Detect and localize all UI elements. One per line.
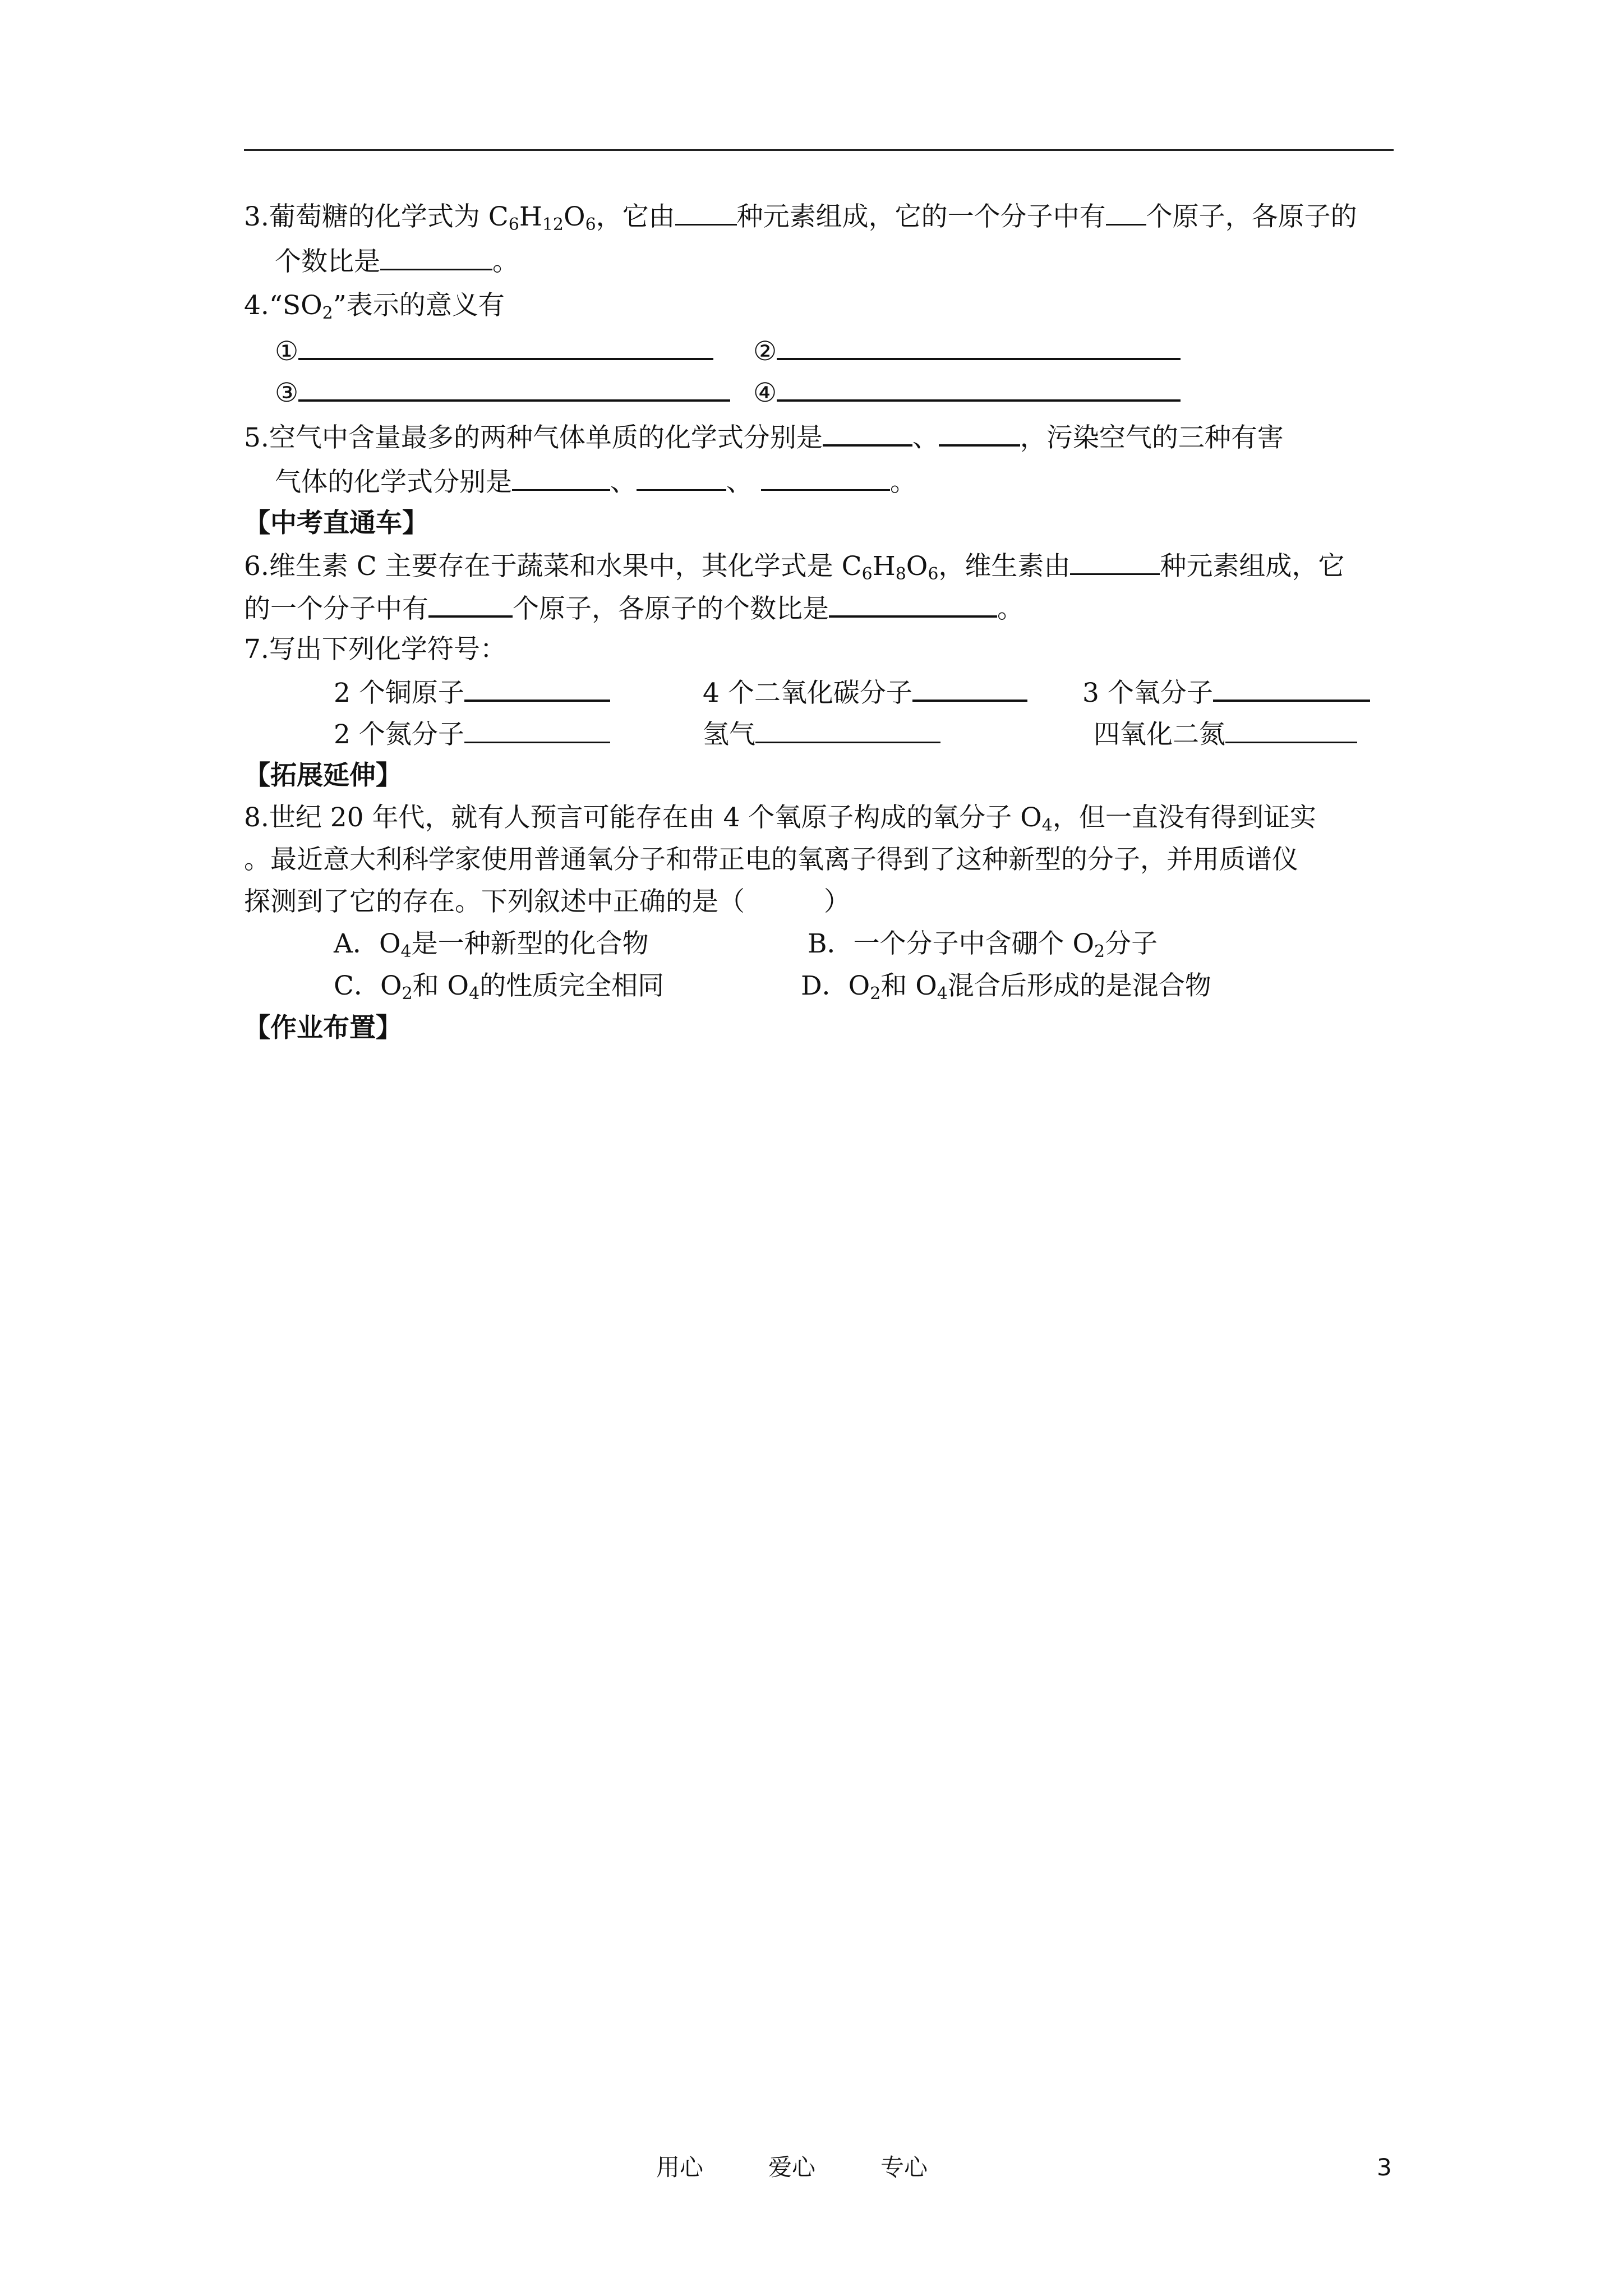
q5-text: 。 [889,467,916,498]
option-sub: 2 [402,984,413,1004]
footer-motto-1: 用心 [656,2154,704,2181]
question-4-row-2b [753,375,1181,410]
answer-blank[interactable] [298,375,730,402]
question-5-line-1 [244,420,1284,455]
q8-option-d[interactable] [801,969,1211,1003]
q6-sub: 6 [928,564,939,584]
q7-item [703,675,1027,710]
option-sub: 2 [1094,942,1105,961]
q6-sub: 8 [895,564,906,584]
q3-text: O [564,201,585,232]
answer-blank[interactable] [777,375,1181,402]
option-text: C．O [334,970,402,1001]
option-text: 是一种新型的化合物 [411,928,649,959]
q7-item-label: 4 个二氧化碳分子 [703,678,912,708]
option-text: 和 O [880,970,937,1001]
circled-number: ④ [753,378,777,408]
answer-blank[interactable] [823,420,912,447]
answer-blank[interactable] [939,420,1020,447]
option-text: 的性质完全相同 [479,970,665,1001]
option-sub: 2 [870,984,881,1004]
circled-number: ① [275,336,299,367]
q5-text: 、 [726,467,753,498]
circled-number: ③ [275,378,299,408]
q4-sub: 2 [322,303,333,323]
section-heading: 【拓展延伸】 [244,760,402,791]
question-8-line-3: 探测到了它的存在。下列叙述中正确的是（ ） [244,886,850,917]
q5-text: 、 [610,467,637,498]
footer-motto-3: 专心 [880,2154,928,2181]
q4-text: ”表示的意义有 [333,290,505,321]
question-6-line-2 [244,591,1023,626]
q8-option-c[interactable] [334,969,664,1003]
q7-item-label: 2 个氮分子 [334,719,464,750]
q8-sub: 4 [1041,816,1053,835]
answer-blank[interactable] [1225,717,1357,743]
page-number: 3 [1377,2154,1392,2181]
circled-number: ② [753,336,777,367]
option-text: D．O [801,970,870,1001]
answer-blank[interactable] [755,717,940,743]
q3-text: 个原子，各原子的 [1146,201,1357,232]
q3-sub: 12 [542,215,564,234]
q8-text: 8.世纪 20 年代，就有人预言可能存在由 4 个氧原子构成的氧分子 O [244,802,1042,833]
q6-text: H [872,551,896,582]
answer-blank[interactable] [637,464,726,491]
question-5-line-2 [275,464,916,499]
q5-text: ，污染空气的三种有害 [1020,422,1284,453]
option-sub: 4 [400,942,412,961]
q3-sub: 6 [508,215,519,234]
answer-blank[interactable] [1106,199,1146,226]
q6-text: O [906,551,928,582]
q3-text: 个数比是 [275,246,380,277]
q7-item [703,717,940,752]
q7-item-label: 2 个铜原子 [334,678,464,708]
q3-text: 种元素组成，它的一个分子中有 [736,201,1106,232]
q6-sub: 6 [861,564,873,584]
section-heading: 【作业布置】 [244,1013,402,1043]
answer-blank[interactable] [675,199,737,226]
answer-blank[interactable] [464,717,610,743]
question-6-line-1 [244,549,1344,583]
q5-text: 5.空气中含量最多的两种气体单质的化学式分别是 [244,422,823,453]
answer-blank[interactable] [380,244,492,270]
q3-sub: 6 [585,215,596,234]
footer-motto-2: 爱心 [768,2154,816,2181]
answer-blank[interactable] [829,591,997,618]
option-text: 混合后形成的是混合物 [947,970,1211,1001]
answer-blank[interactable] [1070,549,1160,575]
q3-text: ，它由 [596,201,675,232]
q8-option-b[interactable] [808,927,1158,961]
q7-item [334,717,610,752]
question-7-title: 7.写出下列化学符号： [244,634,506,665]
question-4-row-2 [275,375,730,410]
q3-text: H [519,201,542,232]
answer-blank[interactable] [428,591,513,618]
q7-item-label: 四氧化二氮 [1094,719,1225,750]
q6-text: 个原子，各原子的个数比是 [513,593,829,624]
q7-item [1094,717,1357,752]
option-sub: 4 [469,984,480,1004]
q3-text: 。 [492,246,519,277]
option-sub: 4 [937,984,948,1004]
q7-item-label: 氢气 [703,719,755,750]
question-3-line-2 [275,244,519,279]
option-text: 和 O [412,970,469,1001]
q3-text: 3.葡萄糖的化学式为 C [244,201,509,232]
q8-text: ，但一直没有得到证实 [1052,802,1316,833]
answer-blank[interactable] [298,333,713,360]
question-4-row-1b [753,333,1181,369]
answer-blank[interactable] [761,464,890,491]
q7-item-label: 3 个氧分子 [1082,678,1213,708]
question-4-title [244,289,505,323]
question-4-row-1 [275,333,713,369]
q6-text: 6.维生素 C 主要存在于蔬菜和水果中，其化学式是 C [244,551,862,582]
q5-text: 、 [912,422,939,453]
q6-text: 的一个分子中有 [244,593,428,624]
q4-text: 4.“SO [244,290,322,321]
q7-item [1082,675,1370,710]
header-rule [244,149,1394,151]
q7-item [334,675,610,710]
answer-blank[interactable] [912,675,1027,702]
q5-text: 气体的化学式分别是 [275,467,512,498]
q6-text: 种元素组成，它 [1160,551,1345,582]
section-heading: 【中考直通车】 [244,508,428,539]
option-text: B．一个分子中含硼个 O [808,928,1095,959]
answer-blank[interactable] [464,675,610,702]
q8-option-a[interactable] [334,927,649,961]
q6-text: ，维生素由 [938,551,1071,582]
question-3-line-1 [244,199,1357,234]
option-text: A．O [334,928,401,959]
question-8-line-2: 。最近意大利科学家使用普通氧分子和带正电的氧离子得到了这种新型的分子，并用质谱仪 [244,844,1298,875]
option-text: 分子 [1105,928,1158,959]
answer-blank[interactable] [512,464,610,491]
answer-blank[interactable] [777,333,1181,360]
q6-text: 。 [997,593,1023,624]
answer-blank[interactable] [1213,675,1370,702]
question-8-line-1 [244,801,1316,835]
